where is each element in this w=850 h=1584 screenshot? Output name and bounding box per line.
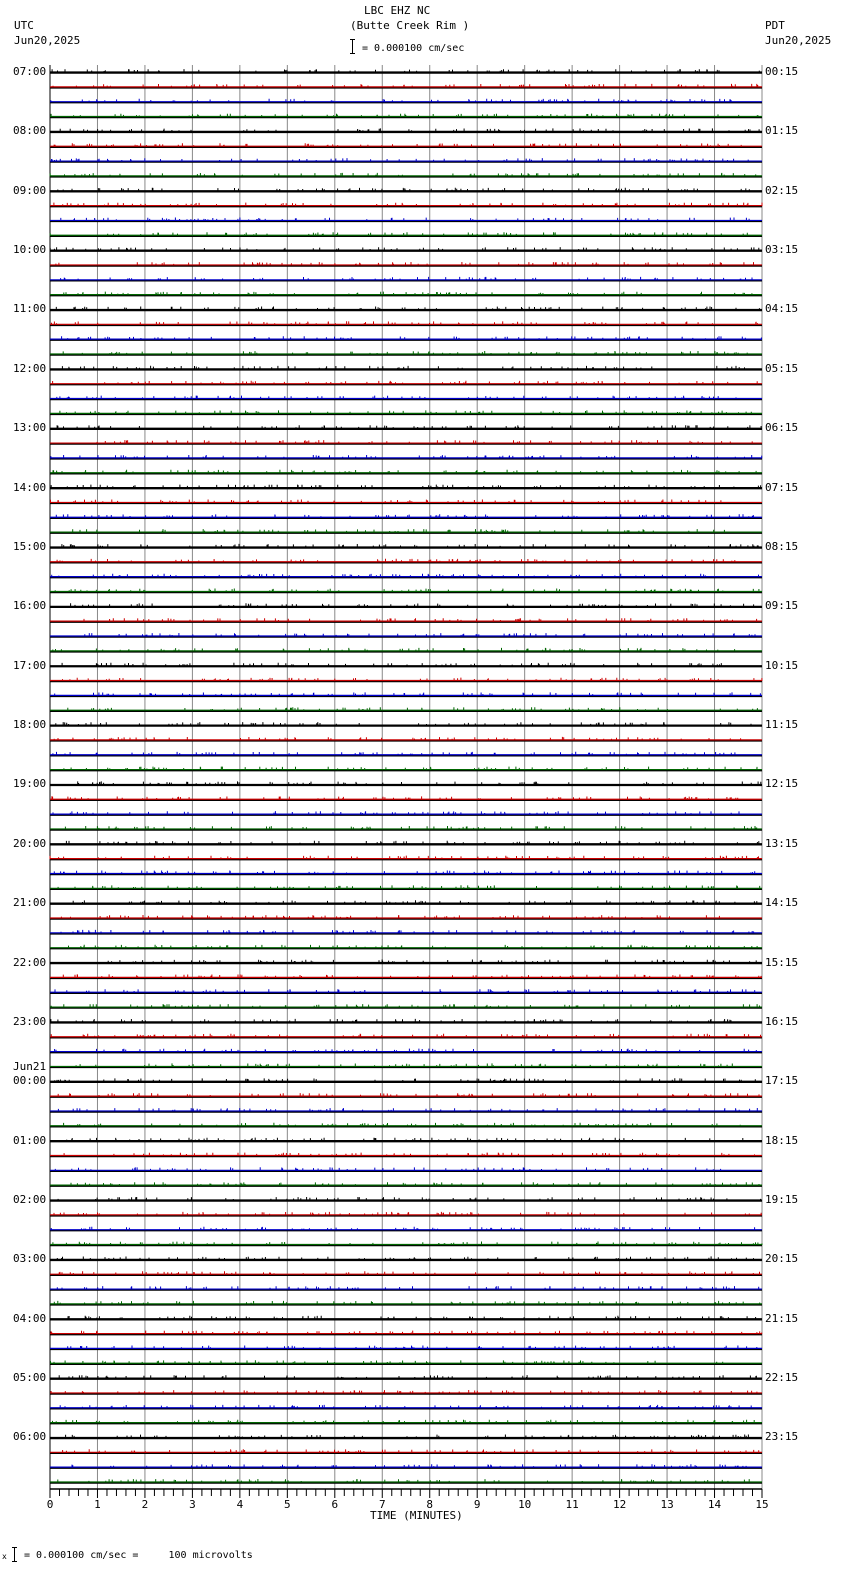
utc-hour-label: 09:00 (13, 183, 47, 197)
utc-hour-label: 17:00 (13, 658, 47, 672)
utc-hour-label: 13:00 (13, 421, 47, 435)
x-tick-label: 5 (284, 1498, 291, 1511)
station-title: LBC EHZ NC (364, 4, 431, 17)
pdt-hour-label: 16:15 (765, 1014, 799, 1028)
date-change-label: Jun21 (13, 1060, 47, 1074)
pdt-hour-label: 11:15 (765, 718, 799, 732)
pdt-hour-label: 22:15 (765, 1371, 799, 1385)
utc-label: UTC (14, 19, 34, 32)
pdt-hour-label: 03:15 (765, 243, 799, 257)
pdt-hour-label: 09:15 (765, 599, 799, 613)
utc-hour-label: 08:00 (13, 124, 47, 138)
x-tick-label: 10 (518, 1498, 532, 1511)
utc-hour-label: 18:00 (13, 718, 47, 732)
utc-date: Jun20,2025 (14, 34, 81, 47)
x-tick-label: 0 (46, 1498, 54, 1511)
utc-hour-label: 00:00 (13, 1074, 47, 1088)
pdt-hour-label: 12:15 (765, 777, 799, 791)
utc-hour-label: 07:00 (13, 65, 47, 78)
x-tick-label: 6 (331, 1498, 339, 1511)
station-subtitle: (Butte Creek Rim ) (350, 19, 470, 32)
pdt-hour-label: 04:15 (765, 302, 799, 316)
utc-hour-label: 02:00 (13, 1192, 47, 1206)
utc-hour-label: 22:00 (13, 955, 47, 969)
pdt-hour-label: 17:15 (765, 1074, 799, 1088)
utc-hour-label: 23:00 (13, 1014, 47, 1028)
utc-hour-label: 20:00 (13, 836, 47, 850)
pdt-hour-label: 18:15 (765, 1133, 799, 1147)
x-tick-label: 11 (565, 1498, 579, 1511)
x-tick-label: 7 (378, 1498, 386, 1511)
x-tick-label: 3 (189, 1498, 196, 1511)
pdt-hour-label: 05:15 (765, 361, 799, 375)
pdt-label: PDT (765, 19, 785, 32)
utc-hour-label: 15:00 (13, 539, 47, 553)
x-tick-label: 14 (707, 1498, 722, 1511)
pdt-hour-label: 20:15 (765, 1252, 799, 1266)
pdt-hour-label: 08:15 (765, 539, 799, 553)
utc-hour-label: 05:00 (13, 1371, 47, 1385)
utc-hour-label: 21:00 (13, 896, 47, 910)
scale-text: = 0.000100 cm/sec (362, 43, 465, 54)
pdt-hour-label: 23:15 (765, 1430, 799, 1444)
x-tick-label: 8 (426, 1498, 434, 1511)
pdt-hour-label: 13:15 (765, 836, 799, 850)
pdt-hour-label: 01:15 (765, 124, 799, 138)
x-axis-title: TIME (MINUTES) (370, 1509, 463, 1522)
utc-hour-label: 10:00 (13, 243, 47, 257)
x-tick-label: 9 (473, 1498, 481, 1511)
utc-hour-label: 14:00 (13, 480, 47, 494)
x-tick-label: 1 (94, 1498, 101, 1511)
pdt-hour-label: 00:15 (765, 65, 799, 78)
x-tick-label: 15 (755, 1498, 769, 1511)
pdt-hour-label: 10:15 (765, 658, 799, 672)
pdt-hour-label: 19:15 (765, 1192, 799, 1206)
footer-mark: x (2, 1552, 7, 1561)
pdt-hour-label: 14:15 (765, 896, 799, 910)
utc-hour-label: 19:00 (13, 777, 47, 791)
utc-hour-label: 11:00 (13, 302, 47, 316)
pdt-hour-label: 15:15 (765, 955, 799, 969)
pdt-hour-label: 02:15 (765, 183, 799, 197)
x-tick-label: 2 (141, 1498, 149, 1511)
utc-hour-label: 03:00 (13, 1252, 47, 1266)
x-tick-label: 12 (613, 1498, 627, 1511)
utc-hour-label: 01:00 (13, 1133, 47, 1147)
utc-hour-label: 12:00 (13, 361, 47, 375)
x-tick-label: 4 (236, 1498, 244, 1511)
footer-scale-bar-icon (12, 1547, 17, 1562)
utc-hour-label: 16:00 (13, 599, 47, 613)
pdt-hour-label: 07:15 (765, 480, 799, 494)
pdt-hour-label: 21:15 (765, 1311, 799, 1325)
footer-scale-text: = 0.000100 cm/sec = 100 microvolts (24, 1550, 253, 1561)
pdt-hour-label: 06:15 (765, 421, 799, 435)
utc-hour-label: 04:00 (13, 1311, 47, 1325)
x-tick-label: 13 (660, 1498, 674, 1511)
pdt-date: Jun20,2025 (765, 34, 832, 47)
utc-hour-label: 06:00 (13, 1430, 47, 1444)
